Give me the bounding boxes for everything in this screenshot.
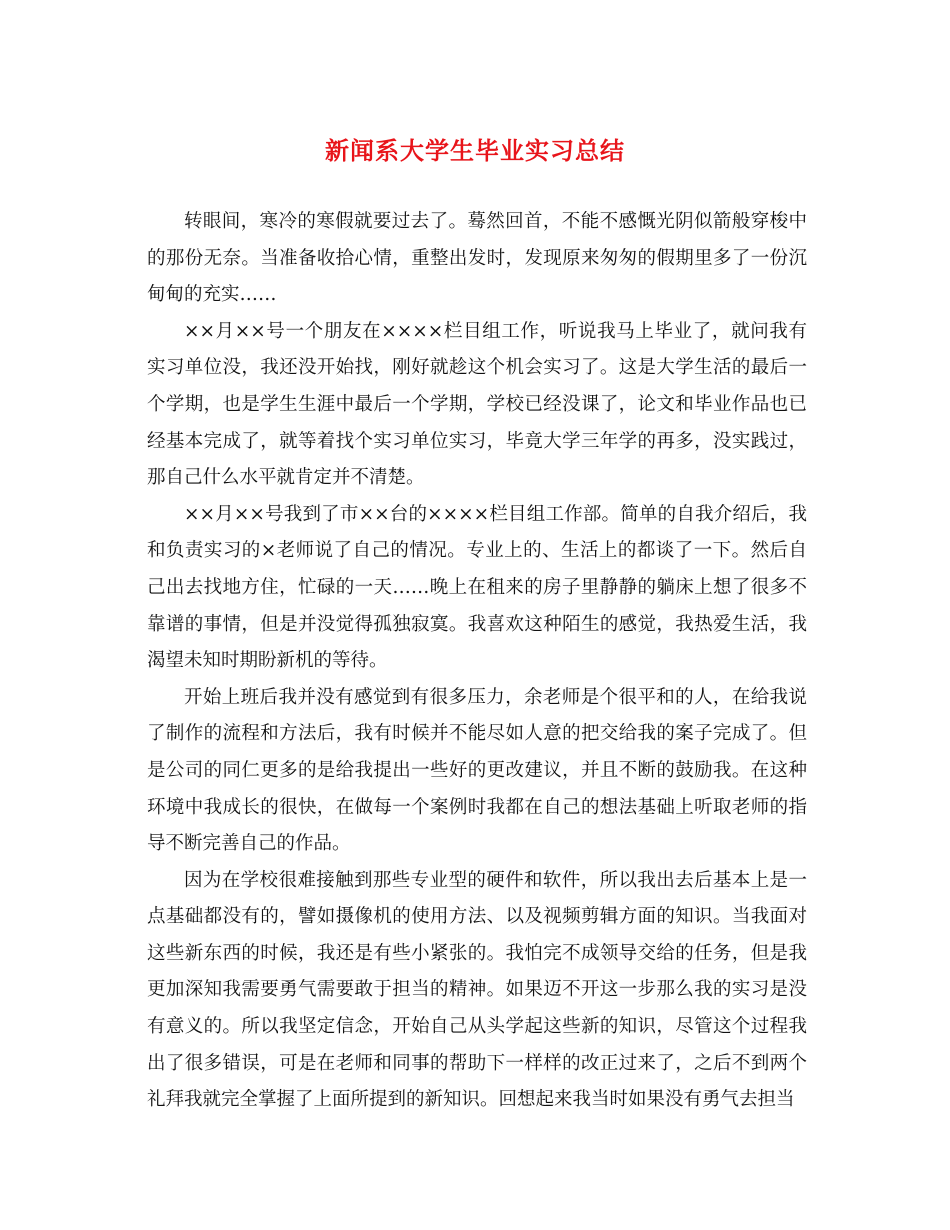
paragraph-1: 转眼间，寒冷的寒假就要过去了。蓦然回首，不能不感慨光阴似箭般穿梭中的那份无奈。当准备收拾心情，重整出发时，发现原来匆匆的假期里多了一份沉甸甸的充实……	[147, 211, 807, 306]
paragraph-2: ××月××号一个朋友在××××栏目组工作，听说我马上毕业了，就问我有实习单位没，我还没开始找，刚好就趁这个机会实习了。这是大学生活的最后一个学期，也是学生生涯中最后一个学期，学校已经没课了，论文和毕业作品也已经基本完成了，就等着找个实习单位实习，毕竟大学三年学的再多，没实践过，那自己什么水平就肯定并不清楚。	[147, 320, 807, 489]
document-body	[147, 204, 807, 1119]
paragraph-5: 因为在学校很难接触到那些专业型的硬件和软件，所以我出去后基本上是一点基础都没有的，譬如摄像机的使用方法、以及视频剪辑方面的知识。当我面对这些新东西的时候，我还是有些小紧张的。我怕完不成领导交给的任务，但是我更加深知我需要勇气需要敢于担当的精神。如果迈不开这一步那么我的实习是没有意义的。所以我坚定信念，开始自己从头学起这些新的知识，尽管这个过程我出了很多错误，可是在老师和同事的帮助下一样样的改正过来了，之后不到两个礼拜我就完全掌握了上面所提到的新知识。回想起来我当时如果没有勇气去担当	[147, 869, 807, 1111]
paragraph-3: ××月××号我到了市××台的××××栏目组工作部。简单的自我介绍后，我和负责实习的×老师说了自己的情况。专业上的、生活上的都谈了一下。然后自己出去找地方住，忙碌的一天……晚上在租来的房子里静静的躺床上想了很多不靠谱的事情，但是并没觉得孤独寂寞。我喜欢这种陌生的感觉，我热爱生活，我渴望未知时期盼新机的等待。	[147, 503, 807, 672]
document-title: 新闻系大学生毕业实习总结	[325, 137, 625, 165]
paragraph-4: 开始上班后我并没有感觉到有很多压力，余老师是个很平和的人，在给我说了制作的流程和方法后，我有时候并不能尽如人意的把交给我的案子完成了。但是公司的同仁更多的是给我提出一些好的更改建议，并且不断的鼓励我。在这种环境中我成长的很快，在做每一个案例时我都在自己的想法基础上听取老师的指导不断完善自己的作品。	[147, 686, 807, 855]
